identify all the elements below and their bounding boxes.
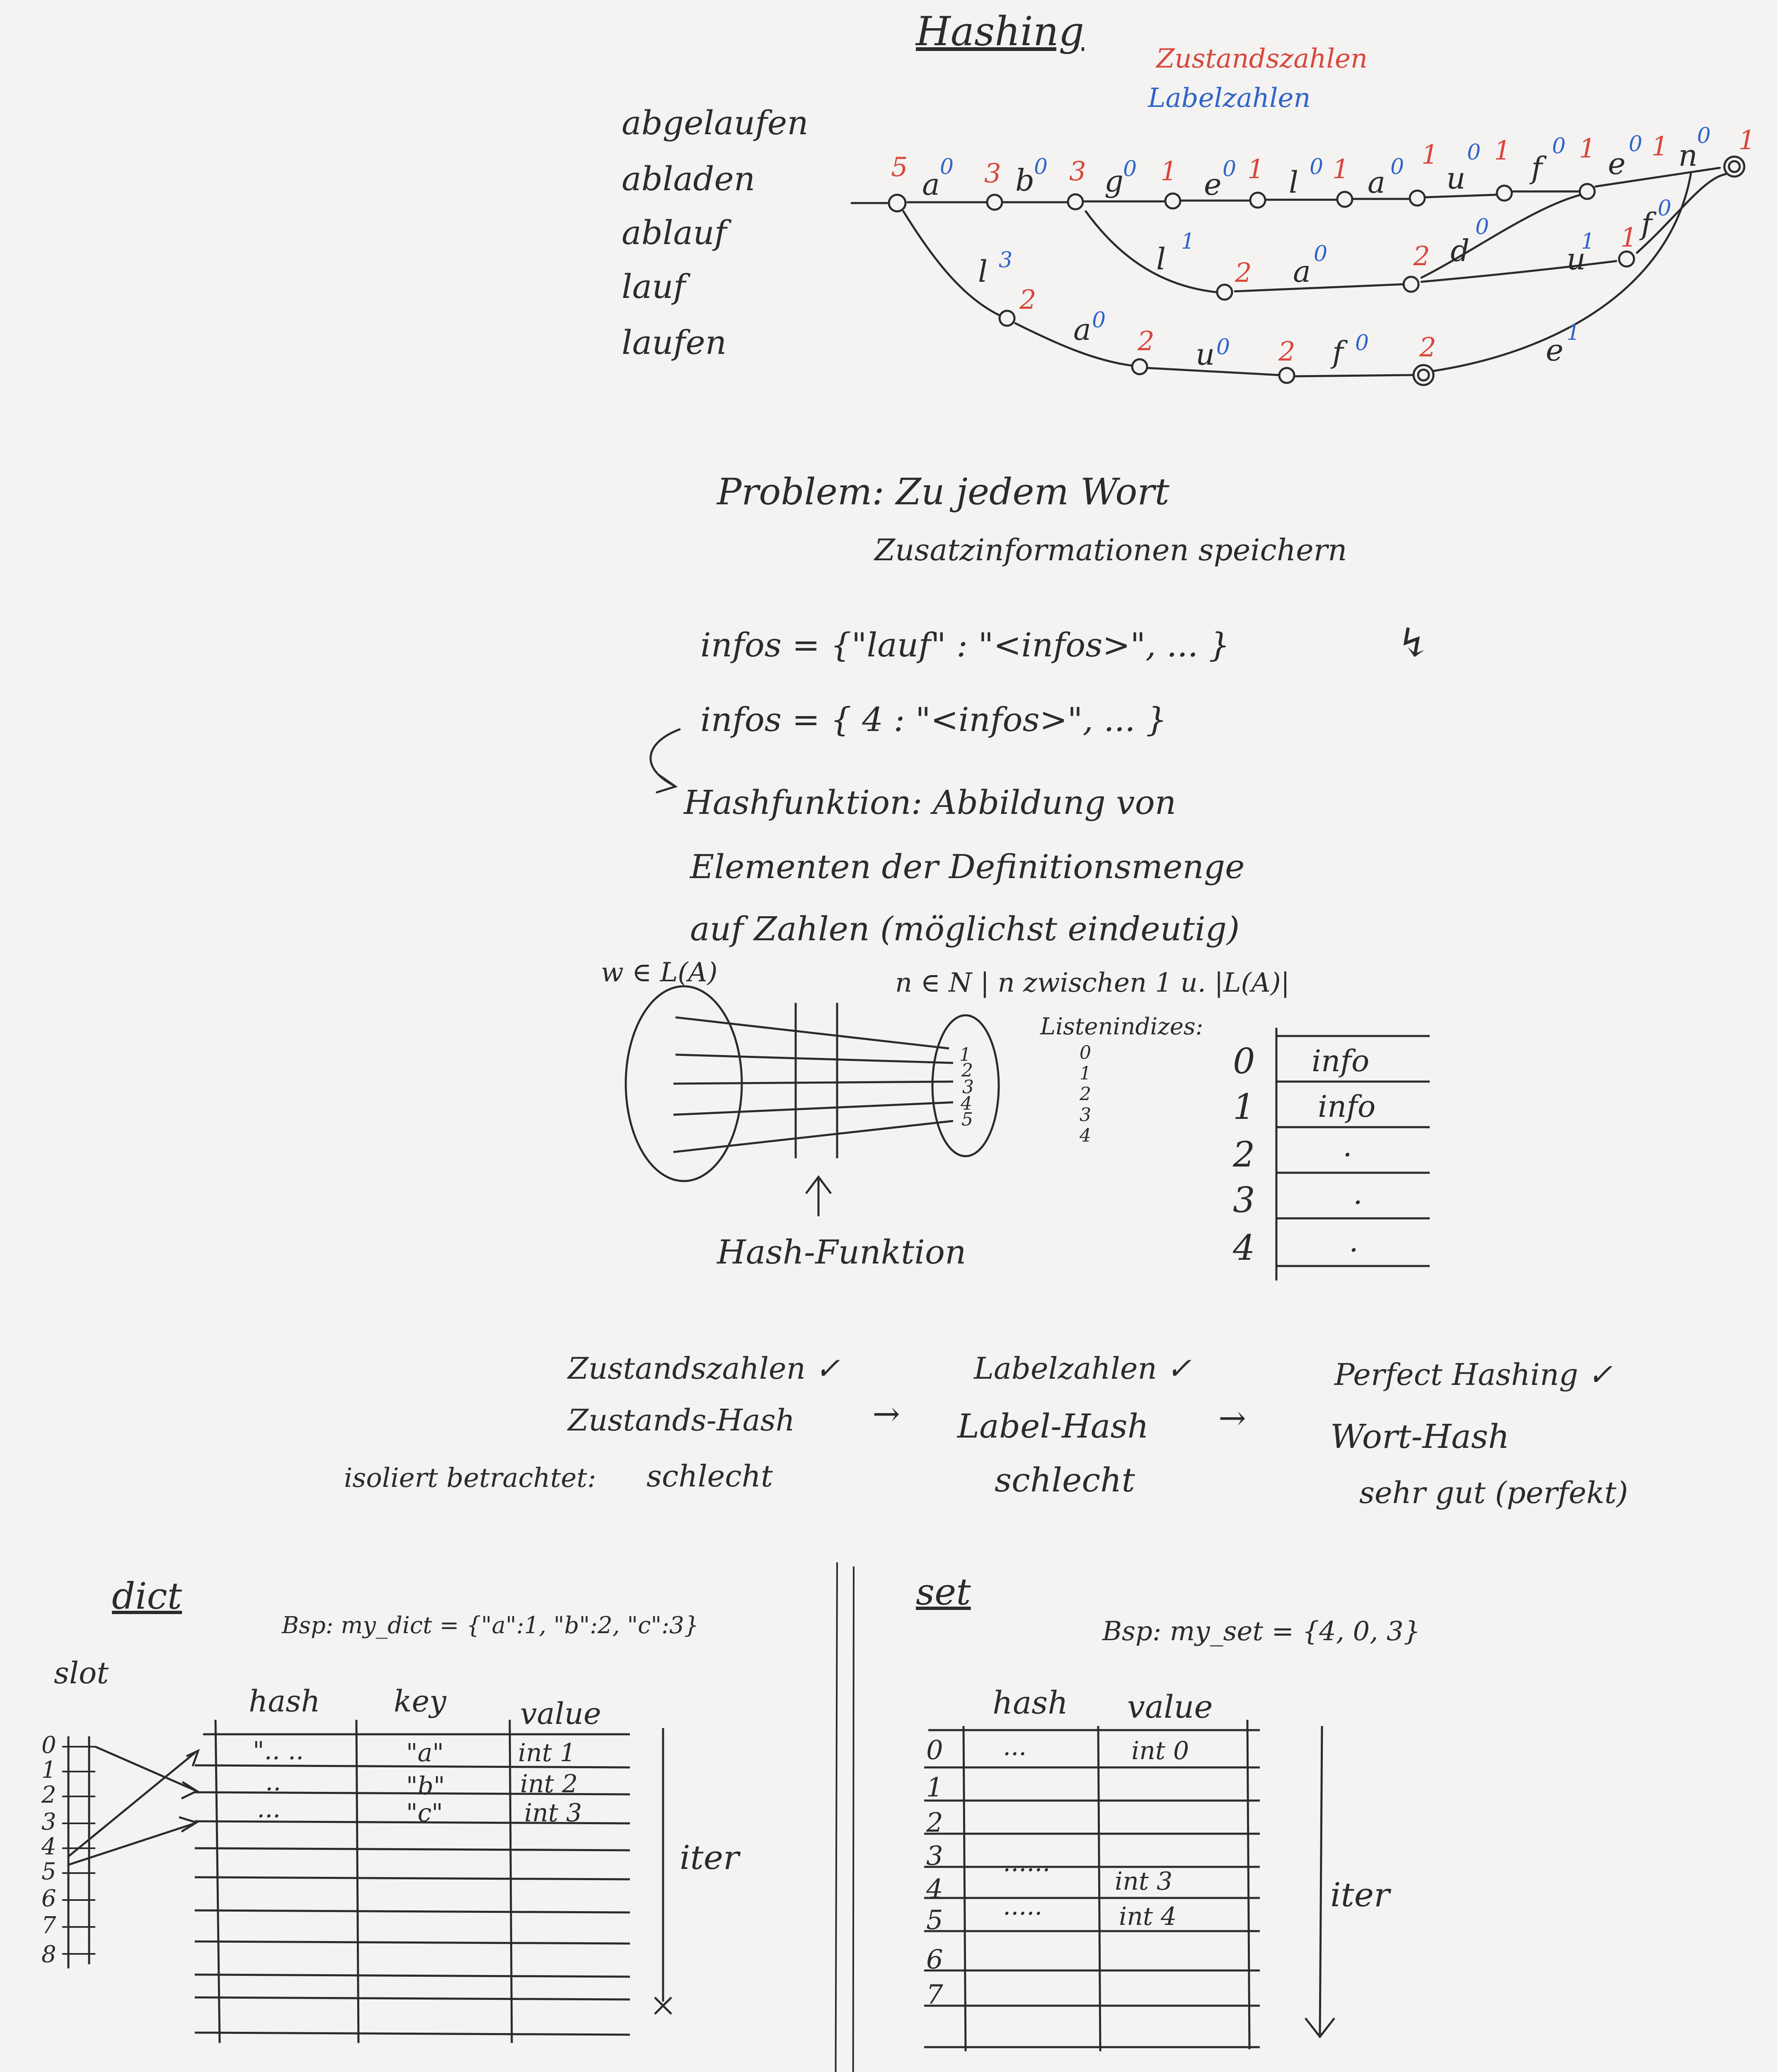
table-index: 4 [1233, 1227, 1255, 1268]
edge-label-g: g [1104, 164, 1124, 198]
diagram-number: 0 [1355, 331, 1369, 356]
set-header-hash: hash [993, 1684, 1068, 1721]
list-index-value: 4 [1080, 1125, 1091, 1146]
set-cell-hash: ..... [1003, 1892, 1043, 1921]
set-index: 1 [926, 1772, 943, 1803]
dict-header-value: value [520, 1696, 601, 1731]
dict-slot-index: 5 [41, 1858, 56, 1885]
set-heading: set [916, 1571, 971, 1613]
dict-slot-index: 4 [41, 1833, 56, 1860]
diagram-number: 3 [1069, 156, 1086, 187]
diagram-number: 0 [1390, 155, 1404, 179]
edge-label-e1: e [1204, 167, 1222, 202]
list-index-value: 3 [1080, 1104, 1091, 1126]
word-ablauf: ablauf [622, 213, 727, 252]
diagram-number: 0 [1092, 308, 1106, 333]
set-cell-value: int 0 [1131, 1736, 1189, 1765]
diagram-number: 1 [1651, 131, 1668, 162]
comparison-label-verdict: schlecht [995, 1461, 1135, 1499]
diagram-number: 1 [1620, 223, 1637, 253]
comparison-state-hash: Zustands-Hash [568, 1403, 795, 1438]
hash-def-line-3: auf Zahlen (möglichst eindeutig) [690, 910, 1240, 948]
dict-heading: dict [112, 1575, 182, 1617]
infos-int-key: infos = { 4 : "<infos>", ... } [700, 700, 1167, 739]
dict-slot-index: 7 [41, 1912, 56, 1939]
diagram-number: 3 [984, 158, 1001, 189]
dict-cell-hash: .. [265, 1767, 281, 1796]
table-index: 1 [1233, 1087, 1255, 1127]
dict-cell-key: "c" [406, 1798, 443, 1828]
set-index: 6 [926, 1944, 943, 1975]
diagram-number: 0 [1310, 155, 1324, 179]
diagram-number: 1 [1247, 154, 1264, 185]
edge-label-l1: l [1289, 165, 1299, 200]
comparison-word-verdict: sehr gut (perfekt) [1359, 1475, 1628, 1510]
dict-example: Bsp: my_dict = {"a":1, "b":2, "c":3} [282, 1612, 699, 1639]
word-lauf: lauf [622, 267, 686, 306]
set-index: 7 [926, 1980, 943, 2010]
contradiction-icon: ↯ [1397, 620, 1430, 666]
diagram-number: 0 [1629, 132, 1643, 157]
diagram-number: 0 [1314, 242, 1328, 266]
table-value: info [1312, 1043, 1370, 1078]
set-iter-label: iter [1330, 1876, 1390, 1914]
codomain-value: 2 [961, 1060, 973, 1081]
diagram-number: 1 [1581, 229, 1595, 254]
edge-label-f3: f [1332, 335, 1344, 370]
diagram-number: 2 [1235, 258, 1252, 288]
page-title: Hashing [916, 8, 1085, 55]
diagram-number: 0 [1475, 215, 1489, 240]
diagram-number: 1 [1160, 156, 1177, 187]
table-value: . [1343, 1128, 1352, 1163]
set-cell-value: int 4 [1119, 1902, 1177, 1931]
diagram-number: 0 [940, 155, 954, 179]
edge-label-b: b [1015, 163, 1035, 198]
set-index: 3 [926, 1841, 943, 1871]
diagram-number: 2 [1138, 326, 1155, 357]
diagram-number: 1 [1738, 125, 1755, 156]
comparison-word-hash: Wort-Hash [1330, 1417, 1510, 1456]
diagram-number: 1 [1566, 320, 1581, 345]
dict-slot-index: 2 [41, 1782, 56, 1808]
diagram-number: 0 [1216, 335, 1230, 360]
domain-label: w ∈ L(A) [601, 957, 718, 988]
diagram-number: 1 [1494, 136, 1511, 166]
table-value: . [1353, 1176, 1363, 1211]
diagram-number: 1 [1332, 154, 1349, 185]
diagram-number: 2 [1278, 336, 1295, 367]
codomain-value: 4 [961, 1093, 972, 1114]
diagram-number: 2 [1419, 332, 1436, 363]
dict-header-key: key [394, 1684, 446, 1719]
diagram-number: 3 [999, 248, 1013, 273]
diagram-number: 1 [1579, 133, 1596, 164]
edge-label-l2: l [1156, 242, 1166, 276]
comparison-label-hash: Label-Hash [957, 1407, 1149, 1445]
edge-label-a4: a [1073, 312, 1091, 347]
list-index-value: 1 [1080, 1063, 1091, 1084]
comparison-state-numbers: Zustandszahlen ✓ [568, 1351, 840, 1386]
dict-cell-value: int 3 [524, 1798, 582, 1828]
set-index: 2 [926, 1808, 943, 1838]
dict-cell-value: int 2 [520, 1769, 578, 1798]
hash-function-caption: Hash-Funktion [717, 1233, 966, 1271]
set-cell-hash: ...... [1003, 1848, 1051, 1877]
dict-header-hash: hash [249, 1684, 320, 1719]
hash-def-line-1: Hashfunktion: Abbildung von [684, 783, 1177, 822]
diagram-number: 1 [1181, 229, 1195, 254]
edge-label-n: n [1678, 138, 1698, 173]
comparison-arrow-2: → [1218, 1399, 1247, 1437]
hash-def-line-2: Elementen der Definitionsmenge [690, 847, 1245, 886]
diagram-number: 0 [1223, 157, 1237, 182]
edge-label-a1: a [922, 167, 940, 202]
comparison-perfect-hashing: Perfect Hashing ✓ [1334, 1357, 1613, 1392]
table-index: 2 [1233, 1134, 1255, 1175]
comparison-state-verdict: schlecht [646, 1459, 773, 1493]
dict-slot-index: 1 [41, 1757, 56, 1784]
slot-label: slot [54, 1656, 109, 1690]
table-index: 3 [1233, 1180, 1255, 1220]
codomain-value: 5 [961, 1109, 973, 1130]
edge-label-l3: l [978, 254, 988, 289]
diagram-number: 0 [1034, 155, 1048, 179]
table-value: . [1349, 1224, 1358, 1259]
comparison-label-numbers: Labelzahlen ✓ [974, 1351, 1191, 1386]
table-value: info [1318, 1089, 1376, 1124]
set-example: Bsp: my_set = {4, 0, 3} [1102, 1616, 1421, 1647]
list-index-value: 0 [1080, 1042, 1091, 1063]
set-cell-hash: ... [1003, 1732, 1027, 1761]
table-index: 0 [1233, 1041, 1255, 1082]
comparison-arrow-1: → [872, 1394, 901, 1433]
dict-slot-index: 3 [41, 1808, 56, 1835]
set-header-value: value [1127, 1688, 1213, 1725]
diagram-number: 0 [1552, 134, 1566, 159]
edge-label-e2: e [1608, 146, 1626, 181]
codomain-value: 3 [962, 1077, 974, 1098]
list-index-label: Listenindizes: [1040, 1013, 1203, 1040]
edge-label-e3: e [1546, 333, 1564, 368]
dict-cell-key: "b" [406, 1772, 445, 1801]
diagram-number: 0 [1123, 157, 1137, 182]
diagram-number: 2 [1019, 285, 1036, 315]
edge-label-d: d [1450, 233, 1470, 268]
edge-label-f1: f [1531, 150, 1542, 185]
diagram-number: 2 [1413, 241, 1430, 272]
dict-cell-key: "a" [406, 1738, 444, 1767]
legend-label-numbers: Labelzahlen [1148, 83, 1311, 114]
dict-slot-index: 8 [41, 1941, 56, 1968]
diagram-number: 0 [1467, 140, 1481, 165]
set-index: 4 [926, 1874, 943, 1905]
infos-string-key: infos = {"lauf" : "<infos>", ... } [700, 626, 1230, 664]
word-laufen: laufen [622, 323, 727, 362]
dict-slot-index: 0 [41, 1732, 56, 1759]
codomain-value: 1 [959, 1044, 971, 1065]
dict-slot-index: 6 [41, 1885, 56, 1912]
word-abladen: abladen [622, 160, 755, 198]
dict-cell-value: int 1 [518, 1738, 576, 1767]
set-index: 5 [926, 1905, 943, 1936]
dict-iter-label: iter [680, 1838, 739, 1877]
diagram-number: 5 [891, 152, 908, 183]
problem-line-2: Zusatzinformationen speichern [874, 533, 1347, 567]
diagram-number: 0 [1658, 196, 1672, 221]
edge-label-a2: a [1368, 165, 1385, 200]
dict-cell-hash: ... [257, 1794, 281, 1823]
edge-label-u2: u [1566, 242, 1586, 276]
list-index-value: 2 [1080, 1084, 1091, 1105]
edge-label-a3: a [1293, 254, 1311, 289]
set-cell-value: int 3 [1115, 1867, 1173, 1896]
set-index: 0 [926, 1735, 943, 1766]
comparison-isolated: isoliert betrachtet: [344, 1463, 596, 1493]
edge-label-f2: f [1641, 206, 1652, 241]
word-abgelaufen: abgelaufen [622, 104, 809, 142]
legend-state-numbers: Zustandszahlen [1156, 44, 1368, 74]
edge-label-u3: u [1196, 337, 1215, 372]
edge-label-u1: u [1446, 161, 1466, 196]
diagram-number: 1 [1421, 140, 1438, 170]
diagram-number: 0 [1697, 123, 1711, 148]
codomain-label: n ∈ N | n zwischen 1 u. |L(A)| [895, 968, 1290, 998]
problem-line-1: Problem: Zu jedem Wort [717, 470, 1169, 513]
dict-cell-hash: ".. .. [253, 1736, 304, 1765]
